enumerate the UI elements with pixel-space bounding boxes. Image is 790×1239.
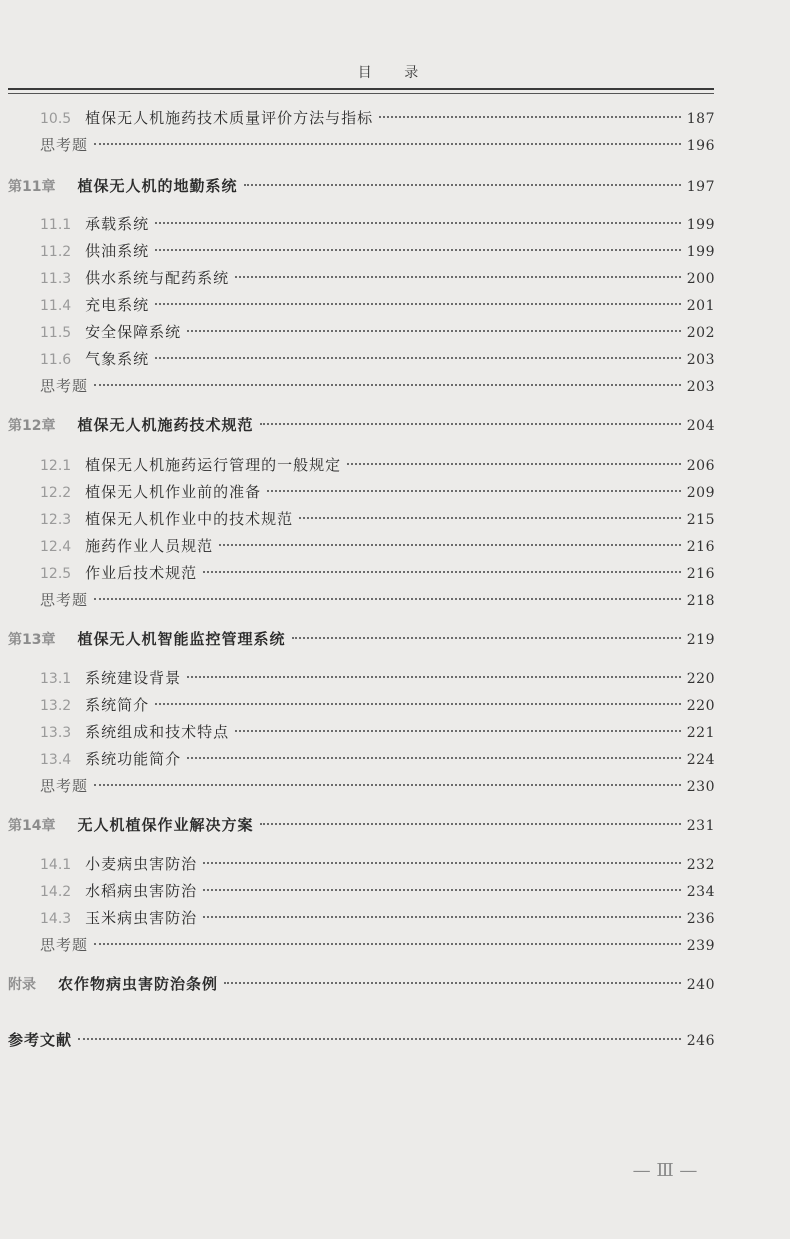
dot-leader [379, 116, 681, 118]
toc-entry-number: 12.2 [40, 485, 72, 501]
dot-leader [94, 598, 681, 600]
toc-section-row[interactable] [40, 320, 715, 344]
toc-section-row[interactable] [40, 666, 715, 690]
toc-page-number: 201 [686, 298, 715, 314]
toc-section-row[interactable] [40, 480, 715, 504]
toc-section-row[interactable] [40, 212, 715, 236]
toc-entry-title: 思考题 [40, 936, 89, 954]
toc-exercise-row[interactable] [40, 774, 715, 798]
toc-page-number: 199 [686, 217, 715, 233]
toc-entry-title: 水稻病虫害防治 [85, 882, 198, 900]
toc-entry-number: 11.5 [40, 325, 72, 341]
toc-entry-number: 第14章 [8, 818, 56, 834]
dot-leader [260, 423, 681, 425]
toc-exercise-row[interactable] [40, 374, 715, 398]
toc-page-number: 219 [686, 632, 715, 648]
dot-leader [155, 357, 681, 359]
dot-leader [224, 982, 681, 984]
toc-entry-number: 14.3 [40, 911, 72, 927]
toc-page-number: 221 [686, 725, 715, 741]
toc-page-number: 240 [686, 977, 715, 993]
toc-entry-title: 系统功能简介 [85, 750, 182, 768]
dot-leader [155, 222, 681, 224]
toc-entry-title: 植保无人机施药技术质量评价方法与指标 [85, 109, 374, 127]
toc-section-row[interactable] [40, 453, 715, 477]
toc-entry-number: 11.2 [40, 244, 72, 260]
toc-page-number: 203 [686, 352, 715, 368]
toc-entry-title: 作业后技术规范 [85, 564, 198, 582]
toc-section-row[interactable] [40, 507, 715, 531]
toc-page-number: 200 [686, 271, 715, 287]
toc-entry-title: 植保无人机的地勤系统 [77, 177, 238, 195]
toc-page-number: 202 [686, 325, 715, 341]
dot-leader [94, 784, 681, 786]
header-rule-thin [8, 93, 714, 94]
dot-leader [267, 490, 681, 492]
toc-page-number: 220 [686, 671, 715, 687]
dot-leader [187, 330, 681, 332]
toc-entry-title: 植保无人机作业前的准备 [85, 483, 262, 501]
toc-entry-title: 供水系统与配药系统 [85, 269, 230, 287]
toc-page-number: 239 [686, 938, 715, 954]
toc-entry-title: 思考题 [40, 377, 89, 395]
dot-leader [260, 823, 681, 825]
toc-page-number: 203 [686, 379, 715, 395]
toc-entry-number: 13.3 [40, 725, 72, 741]
toc-entry-number: 12.1 [40, 458, 72, 474]
toc-page-number: 197 [686, 179, 715, 195]
toc-entry-number: 14.2 [40, 884, 72, 900]
dot-leader [155, 249, 681, 251]
dot-leader [203, 571, 681, 573]
toc-entry-number: 10.5 [40, 111, 72, 127]
toc-entry-number: 12.5 [40, 566, 72, 582]
toc-section-row[interactable] [40, 106, 715, 130]
toc-entry-title: 农作物病虫害防治条例 [58, 975, 219, 993]
toc-exercise-row[interactable] [40, 933, 715, 957]
toc-entry-number: 11.4 [40, 298, 72, 314]
toc-page-number: 231 [686, 818, 715, 834]
dot-leader [235, 730, 681, 732]
toc-entry-number: 12.3 [40, 512, 72, 528]
toc-page-number: 236 [686, 911, 715, 927]
toc-entry-title: 植保无人机作业中的技术规范 [85, 510, 294, 528]
toc-section-row[interactable] [40, 852, 715, 876]
toc-section-row[interactable] [40, 534, 715, 558]
toc-section-row[interactable] [40, 347, 715, 371]
toc-entry-number: 第12章 [8, 418, 56, 434]
toc-page-number: 220 [686, 698, 715, 714]
toc-entry-number: 附录 [8, 977, 36, 993]
toc-section-row[interactable] [40, 879, 715, 903]
toc-page-number: 232 [686, 857, 715, 873]
dot-leader [347, 463, 681, 465]
dot-leader [187, 676, 681, 678]
toc-entry-title: 系统建设背景 [85, 669, 182, 687]
dot-leader [292, 637, 681, 639]
toc-page-number: 196 [686, 138, 715, 154]
toc-entry-number: 12.4 [40, 539, 72, 555]
dot-leader [299, 517, 681, 519]
toc-entry-number: 11.3 [40, 271, 72, 287]
dot-leader [94, 143, 681, 145]
toc-entry-number: 14.1 [40, 857, 72, 873]
toc-entry-number: 13.4 [40, 752, 72, 768]
dot-leader [94, 384, 681, 386]
toc-chapter-row[interactable] [8, 174, 715, 198]
toc-entry-title: 植保无人机施药运行管理的一般规定 [85, 456, 342, 474]
toc-page-number: 199 [686, 244, 715, 260]
toc-exercise-row[interactable] [40, 588, 715, 612]
toc-page-number: 209 [686, 485, 715, 501]
toc-page-number: 230 [686, 779, 715, 795]
toc-entry-number: 第11章 [8, 179, 56, 195]
toc-page-number: 216 [686, 539, 715, 555]
toc-page-number: 215 [686, 512, 715, 528]
page-number-footer: — Ⅲ — [632, 1160, 698, 1181]
dot-leader [219, 544, 681, 546]
toc-entry-number: 13.2 [40, 698, 72, 714]
toc-entry-title: 气象系统 [85, 350, 150, 368]
dot-leader [203, 916, 681, 918]
toc-entry-title: 充电系统 [85, 296, 150, 314]
page-header: 目 录 [357, 65, 433, 81]
toc-entry-title: 玉米病虫害防治 [85, 909, 198, 927]
toc-entry-title: 思考题 [40, 136, 89, 154]
toc-entry-title: 植保无人机智能监控管理系统 [77, 630, 286, 648]
toc-entry-title: 思考题 [40, 777, 89, 795]
toc-entry-number: 11.1 [40, 217, 72, 233]
toc-chapter-row[interactable] [8, 627, 715, 651]
toc-section-row[interactable] [40, 266, 715, 290]
toc-entry-title: 供油系统 [85, 242, 150, 260]
header-rule-thick [8, 88, 714, 90]
dot-leader [203, 889, 681, 891]
toc-exercise-row[interactable] [40, 133, 715, 157]
dot-leader [244, 184, 681, 186]
dot-leader [94, 943, 681, 945]
dot-leader [235, 276, 681, 278]
toc-entry-title: 系统简介 [85, 696, 150, 714]
dot-leader [78, 1038, 681, 1040]
toc-entry-title: 承载系统 [85, 215, 150, 233]
toc-entry-title: 安全保障系统 [85, 323, 182, 341]
toc-page-number: 224 [686, 752, 715, 768]
toc-chapter-row[interactable] [8, 972, 715, 996]
toc-chapter-row[interactable] [8, 813, 715, 837]
toc-section-row[interactable] [40, 747, 715, 771]
toc-page-number: 246 [686, 1033, 715, 1049]
toc-page-number: 204 [686, 418, 715, 434]
toc-entry-number: 第13章 [8, 632, 56, 648]
dot-leader [187, 757, 681, 759]
toc-section-row[interactable] [40, 906, 715, 930]
toc-chapter-row[interactable] [8, 413, 715, 437]
toc-entry-number: 13.1 [40, 671, 72, 687]
toc-section-row[interactable] [40, 561, 715, 585]
toc-page-number: 218 [686, 593, 715, 609]
toc-page-number: 234 [686, 884, 715, 900]
dot-leader [155, 303, 681, 305]
toc-section-row[interactable] [40, 720, 715, 744]
toc-section-row[interactable] [40, 293, 715, 317]
toc-section-row[interactable] [40, 693, 715, 717]
toc-entry-title: 小麦病虫害防治 [85, 855, 198, 873]
toc-page-number: 216 [686, 566, 715, 582]
toc-chapter-row[interactable] [8, 1028, 715, 1052]
toc-page-number: 187 [686, 111, 715, 127]
toc-entry-title: 参考文献 [8, 1031, 73, 1049]
toc-entry-title: 无人机植保作业解决方案 [77, 816, 254, 834]
toc-entry-title: 思考题 [40, 591, 89, 609]
toc-entry-title: 系统组成和技术特点 [85, 723, 230, 741]
dot-leader [203, 862, 681, 864]
toc-entry-number: 11.6 [40, 352, 72, 368]
toc-entry-title: 植保无人机施药技术规范 [77, 416, 254, 434]
dot-leader [155, 703, 681, 705]
toc-entry-title: 施药作业人员规范 [85, 537, 214, 555]
toc-page-number: 206 [686, 458, 715, 474]
toc-section-row[interactable] [40, 239, 715, 263]
